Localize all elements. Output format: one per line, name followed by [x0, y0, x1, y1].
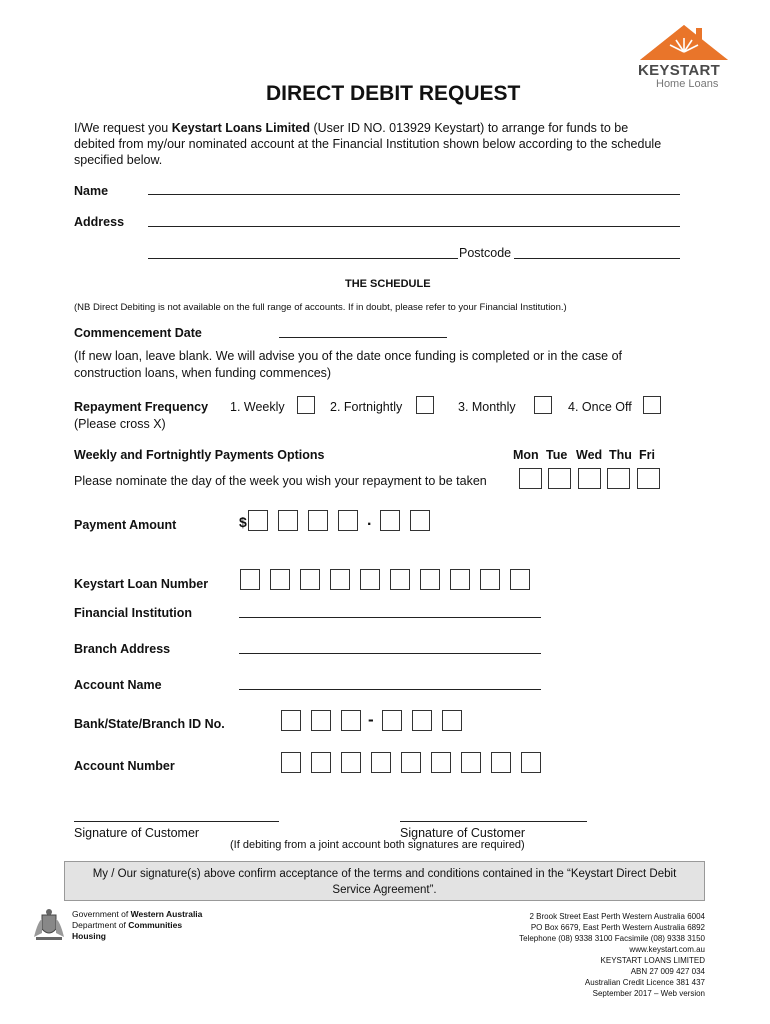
keystart-wordmark: KEYSTART — [638, 62, 721, 79]
advise-line-1: (If new loan, leave blank. We will advise you of the date once funding is completed or in the case of — [74, 349, 623, 363]
branch-address-label: Branch Address — [74, 642, 171, 656]
bsb-dash: - — [368, 710, 374, 729]
coat-of-arms-icon — [30, 907, 68, 943]
day-wed-checkbox[interactable] — [578, 468, 601, 489]
postcode-field[interactable] — [514, 258, 680, 259]
intro-line-3: specified below. — [74, 153, 163, 167]
day-mon-label: Mon — [513, 448, 539, 462]
day-thu-checkbox[interactable] — [607, 468, 630, 489]
agreement-box — [64, 861, 705, 901]
loan-number-label: Keystart Loan Number — [74, 577, 209, 591]
bsb-digit-5[interactable] — [412, 710, 432, 731]
loan-number-digit-7[interactable] — [420, 569, 440, 590]
option-weekly-checkbox[interactable] — [297, 396, 315, 414]
payment-digit-4[interactable] — [338, 510, 358, 531]
account-digit-2[interactable] — [311, 752, 331, 773]
option-once-off-label: 4. Once Off — [568, 400, 632, 414]
version-date: September 2017 – Web version — [592, 989, 705, 998]
option-once-off-checkbox[interactable] — [643, 396, 661, 414]
payment-cents-2[interactable] — [410, 510, 430, 531]
financial-institution-label: Financial Institution — [74, 606, 193, 620]
government-logo — [30, 907, 230, 947]
keystart-roof-icon — [636, 22, 732, 62]
address-field-line-1[interactable] — [148, 226, 680, 227]
credit-licence: Australian Credit Licence 381 437 — [584, 978, 705, 987]
bsb-label: Bank/State/Branch ID No. — [74, 717, 225, 731]
loan-number-digit-3[interactable] — [300, 569, 320, 590]
repayment-frequency-label: Repayment Frequency — [74, 400, 209, 414]
signature-line-2[interactable] — [400, 821, 587, 822]
payment-amount-label: Payment Amount — [74, 518, 177, 532]
name-field[interactable] — [148, 194, 680, 195]
bsb-digit-3[interactable] — [341, 710, 361, 731]
day-fri-checkbox[interactable] — [637, 468, 660, 489]
gov-line-1 — [72, 909, 202, 919]
day-fri-label: Fri — [639, 448, 655, 462]
option-monthly-checkbox[interactable] — [534, 396, 552, 414]
page-title: DIRECT DEBIT REQUEST — [266, 82, 521, 105]
day-tue-label: Tue — [546, 448, 568, 462]
account-digit-9[interactable] — [521, 752, 541, 773]
account-digit-6[interactable] — [431, 752, 451, 773]
day-tue-checkbox[interactable] — [548, 468, 571, 489]
intro-text-b: (User ID NO. 013929 Keystart) to arrange for funds to be — [309, 121, 629, 135]
website-link[interactable]: www.keystart.com.au — [629, 945, 705, 954]
signature-label-2: Signature of Customer — [400, 826, 526, 840]
account-name-field[interactable] — [239, 689, 541, 690]
loan-number-digit-9[interactable] — [480, 569, 500, 590]
payment-digit-2[interactable] — [278, 510, 298, 531]
intro-line-1 — [74, 120, 628, 136]
name-label: Name — [74, 184, 109, 198]
bsb-digit-1[interactable] — [281, 710, 301, 731]
account-digit-5[interactable] — [401, 752, 421, 773]
account-name-label: Account Name — [74, 678, 162, 692]
currency-symbol: $ — [239, 514, 247, 530]
gov-line-2 — [72, 920, 182, 930]
gov-line-2a: Department of — [72, 920, 129, 930]
option-fortnightly-label: 2. Fortnightly — [330, 400, 403, 414]
account-digit-7[interactable] — [461, 752, 481, 773]
account-number-label: Account Number — [74, 759, 175, 773]
intro-line-2: debited from my/our nominated account at the Financial Institution shown below according to the schedule — [74, 137, 662, 151]
loan-number-digit-6[interactable] — [390, 569, 410, 590]
gov-line-1a: Government of — [72, 909, 131, 919]
address-line-2: PO Box 6679, East Perth Western Australia 6892 — [530, 923, 705, 932]
weekly-options-heading: Weekly and Fortnightly Payments Options — [74, 448, 325, 462]
loan-number-digit-2[interactable] — [270, 569, 290, 590]
gov-line-3: Housing — [72, 931, 106, 941]
gov-line-2b: Communities — [128, 920, 183, 930]
address-line-1: 2 Brook Street East Perth Western Australia 6004 — [529, 912, 705, 921]
payment-digit-3[interactable] — [308, 510, 328, 531]
payment-digit-1[interactable] — [248, 510, 268, 531]
loan-number-digit-8[interactable] — [450, 569, 470, 590]
loan-number-digit-4[interactable] — [330, 569, 350, 590]
account-digit-4[interactable] — [371, 752, 391, 773]
address-label: Address — [74, 215, 125, 229]
loan-number-digit-5[interactable] — [360, 569, 380, 590]
abn: ABN 27 009 427 034 — [630, 967, 705, 976]
company-name: Keystart Loans Limited — [171, 121, 310, 135]
gov-line-1b: Western Australia — [130, 909, 203, 919]
address-block — [405, 911, 705, 999]
home-loans-wordmark: Home Loans — [656, 78, 719, 90]
loan-number-digit-1[interactable] — [240, 569, 260, 590]
advise-line-2: construction loans, when funding commences) — [74, 366, 332, 380]
company-legal-name: KEYSTART LOANS LIMITED — [600, 956, 705, 965]
address-field-line-2[interactable] — [148, 258, 458, 259]
loan-number-digit-10[interactable] — [510, 569, 530, 590]
option-weekly-label: 1. Weekly — [230, 400, 285, 414]
agreement-line-1: My / Our signature(s) above confirm acceptance of the terms and conditions contained in the “Keystart Direct Debit — [92, 868, 677, 880]
bsb-digit-4[interactable] — [382, 710, 402, 731]
postcode-label: Postcode — [459, 246, 512, 260]
bsb-digit-6[interactable] — [442, 710, 462, 731]
agreement-line-2: Service Agreement”. — [332, 884, 437, 896]
account-digit-8[interactable] — [491, 752, 511, 773]
day-mon-checkbox[interactable] — [519, 468, 542, 489]
bsb-digit-2[interactable] — [311, 710, 331, 731]
signature-line-1[interactable] — [74, 821, 279, 822]
joint-account-note: (If debiting from a joint account both signatures are required) — [230, 839, 525, 851]
signature-label-1: Signature of Customer — [74, 826, 200, 840]
commencement-label: Commencement Date — [74, 326, 202, 340]
intro-text-a: I/We request you — [74, 121, 172, 135]
decimal-point: . — [367, 512, 372, 529]
branch-address-field[interactable] — [239, 653, 541, 654]
day-wed-label: Wed — [576, 448, 603, 462]
option-monthly-label: 3. Monthly — [458, 400, 516, 414]
commencement-date-field[interactable] — [279, 337, 447, 338]
schedule-note: (NB Direct Debiting is not available on the full range of accounts. If in doubt, please refer to your Financial Institution.) — [74, 302, 567, 313]
keystart-logo — [636, 22, 732, 94]
account-digit-3[interactable] — [341, 752, 361, 773]
day-thu-label: Thu — [609, 448, 632, 462]
cross-hint: (Please cross X) — [74, 417, 166, 431]
payment-cents-1[interactable] — [380, 510, 400, 531]
address-line-3: Telephone (08) 9338 3100 Facsimile (08) 9338 3150 — [519, 934, 705, 943]
option-fortnightly-checkbox[interactable] — [416, 396, 434, 414]
nominate-day-text: Please nominate the day of the week you wish your repayment to be taken — [74, 474, 487, 488]
account-digit-1[interactable] — [281, 752, 301, 773]
schedule-heading: THE SCHEDULE — [345, 278, 431, 290]
financial-institution-field[interactable] — [239, 617, 541, 618]
